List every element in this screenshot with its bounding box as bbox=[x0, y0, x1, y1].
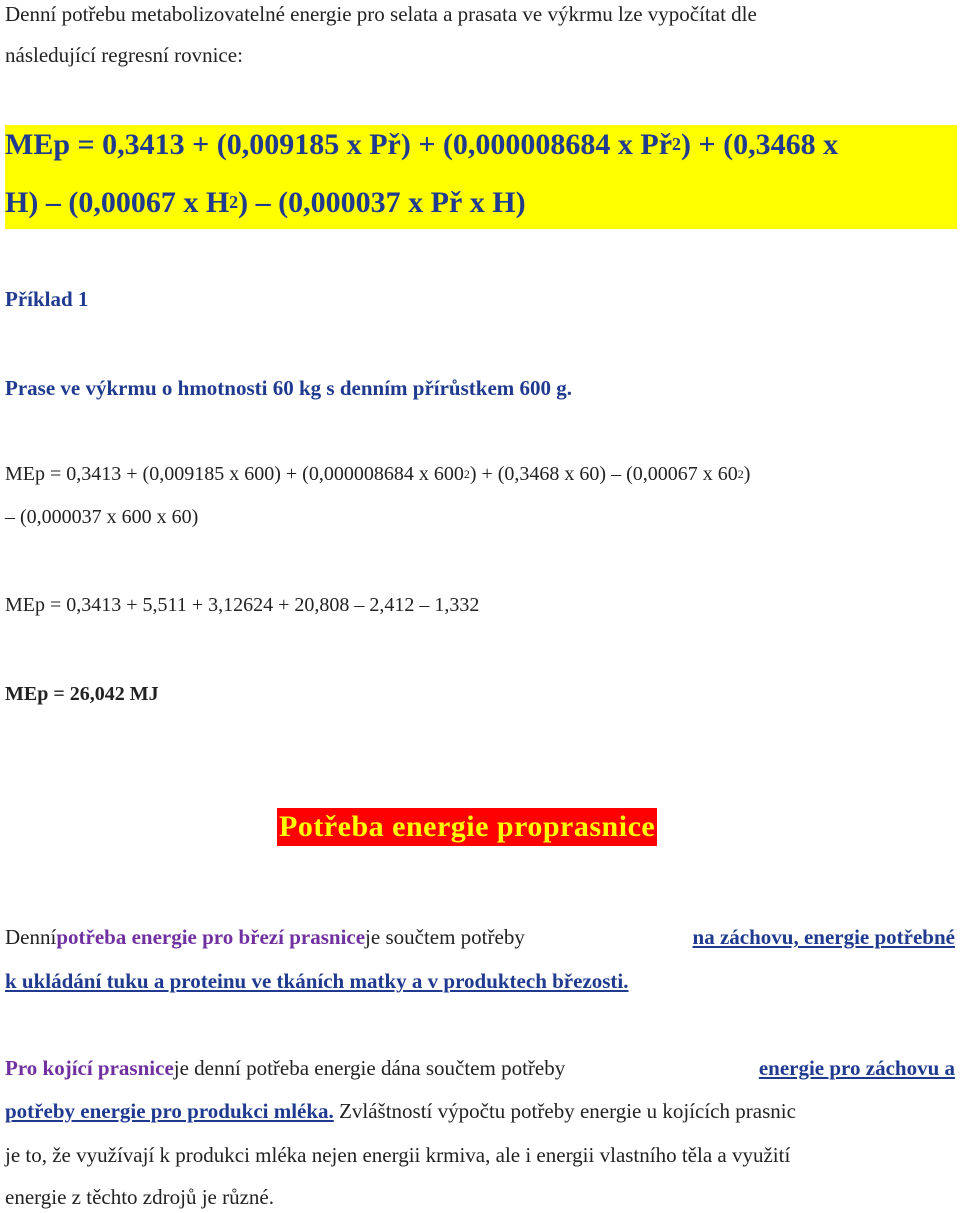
lactating-sow-term: Pro kojící prasnice bbox=[5, 1056, 174, 1080]
section-heading bbox=[277, 808, 657, 846]
para-text: Denní bbox=[5, 925, 57, 949]
calc-part: ) bbox=[743, 463, 751, 485]
para-text: je denní potřeba energie dána součtem potřeby bbox=[173, 1056, 566, 1080]
formula-part: ) – (0,000037 x Př x H) bbox=[238, 186, 526, 219]
pregnancy-products-link[interactable]: k ukládání tuku a proteinu ve tkáních matky a v produktech březosti. bbox=[5, 969, 629, 993]
pregnant-sow-term: potřeba energie pro březí prasnice bbox=[56, 925, 366, 949]
formula-exponent: 2 bbox=[672, 134, 682, 155]
formula-line-1 bbox=[5, 128, 838, 162]
paragraph-1-text bbox=[5, 925, 525, 950]
intro-line-2: následující regresní rovnice: bbox=[5, 43, 243, 67]
calc-part: MEp = 0,3413 + (0,009185 x 600) + (0,000008684 x 600 bbox=[5, 463, 464, 485]
para-text: Zvláštností výpočtu potřeby energie u kojících prasnic bbox=[333, 1099, 796, 1123]
calculation-result: MEp = 26,042 MJ bbox=[5, 683, 159, 705]
section-heading-text: Potřeba energie proprasnice bbox=[279, 810, 656, 843]
formula-part: MEp = 0,3413 + (0,009185 x Př) + (0,000008684 x Př bbox=[5, 128, 673, 161]
paragraph-2-line-2 bbox=[5, 1099, 796, 1124]
para-text: je součtem potřeby bbox=[365, 925, 525, 949]
calc-exponent: 2 bbox=[737, 466, 744, 481]
paragraph-2-line-4: energie z těchto zdrojů je různé. bbox=[5, 1185, 274, 1209]
calculation-sum: MEp = 0,3413 + 5,511 + 3,12624 + 20,808 – 2,412 – 1,332 bbox=[5, 594, 480, 616]
maintenance-link[interactable]: na záchovu, energie potřebné bbox=[692, 925, 955, 949]
paragraph-1-line-2 bbox=[5, 969, 629, 994]
intro-line-1: Denní potřebu metabolizovatelné energie pro selata a prasata ve výkrmu lze vypočítat dle bbox=[5, 2, 757, 26]
calc-exponent: 2 bbox=[463, 466, 470, 481]
formula-exponent: 2 bbox=[229, 192, 239, 213]
paragraph-2-line-3: je to, že využívají k produkci mléka nejen energii krmiva, ale i energii vlastního těla a využití bbox=[5, 1143, 791, 1167]
milk-production-link[interactable]: potřeby energie pro produkci mléka. bbox=[5, 1099, 334, 1123]
calculation-line-2: – (0,000037 x 600 x 60) bbox=[5, 506, 199, 528]
calculation-line-1 bbox=[5, 463, 750, 486]
example-title: Příklad 1 bbox=[5, 287, 89, 311]
example-subtitle: Prase ve výkrmu o hmotnosti 60 kg s denním přírůstkem 600 g. bbox=[5, 376, 573, 400]
paragraph-2-text bbox=[5, 1056, 565, 1081]
formula-line-2 bbox=[5, 186, 526, 220]
formula-part: ) + (0,3468 x bbox=[681, 128, 839, 161]
paragraph-1-line-1 bbox=[5, 925, 955, 950]
formula-part: H) – (0,00067 x H bbox=[5, 186, 230, 219]
paragraph-2-line-1 bbox=[5, 1056, 955, 1081]
maintenance-energy-link[interactable]: energie pro záchovu a bbox=[758, 1056, 955, 1080]
calc-part: ) + (0,3468 x 60) – (0,00067 x 60 bbox=[469, 463, 738, 485]
